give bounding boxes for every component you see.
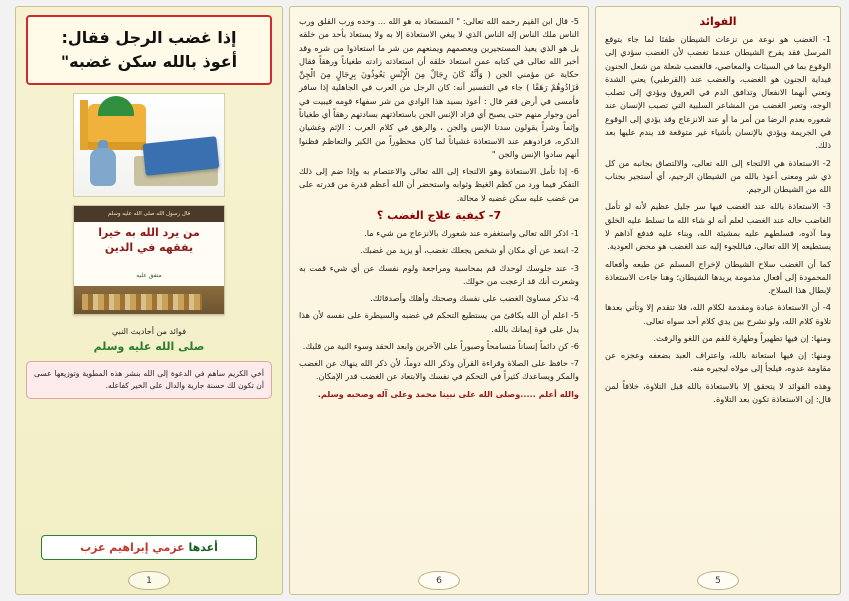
panel-page-1-cover — [15, 6, 283, 595]
cover-caption: فوائد من أحاديث النبي — [112, 327, 187, 336]
fawaid-paragraph-3: 3- الاستعاذة بالله عند الغضب فيها سر جليل عظيم لأنه لو تأمل الغاضب حاله عند الغضب لعلم أنه لو شاء الله ما تسلط عليه الخلق وما آذوه، فسلطهم عليه بمشيئة الله، وبناء عليه فدفع آذاهم لا يستطيعه إلا الله تعالى، فباللجوء إليه عند الغضب هو محض العودية. — [605, 201, 831, 252]
book-cover-subtitle: متفق عليه — [136, 272, 162, 279]
mosque-quran-lamp-photo — [73, 93, 225, 197]
reflection-paragraph: 6- إذا تأمل الاستعاذة وهو الالتجاء إلى الله تعالى والاعتصام به وإذا ضم إلى ذلك التفكر فيما ورد من كظم الغيظ وثوابه واستحضر أن الله أعظم قدرة من قدرته على من غضب عليه سكن غضبه لا محالة. — [299, 166, 579, 203]
treatment-step-4: 4- تذكر مساوئ الغضب على نفسك وصحتك وأهلك وأصدقائك. — [370, 293, 579, 304]
salawat-text: صلى الله عليه وسلم — [93, 340, 205, 353]
treatment-step-2: 2- ابتعد عن أي مكان أو شخص يجعلك تغضب، أو يزيد من غضبك. — [359, 245, 579, 256]
treatment-step-5: 5- اعلم أن الله يكافئ من يستطيع التحكم في غضبه والسيطرة على نفسه لأن هذا يدل على قوة إيمانك بالله. — [299, 310, 579, 334]
treatment-step-7: 7- حافظ على الصلاة وقراءة القرآن وذكر الله دوماً، لأن ذكر الله ينهاك عن الغضب والمكر ويساعدك كثيراً في التحكم في نفسك والابتعاد عن الغضب قدر الإمكان. — [299, 358, 579, 382]
book-cover-image — [73, 205, 225, 315]
cover-title-box — [26, 15, 272, 85]
author-name: عزمي إبراهيم عزب — [80, 541, 185, 554]
cover-title-line-1: إذا غضب الرجل فقال: — [61, 28, 237, 47]
page-number-badge-5: 5 — [697, 571, 739, 590]
fawaid-paragraph-5: 4- أن الاستعاذة عبادة ومقدمة لكلام الله، فلا تتقدم إلا وتأتي بعدها تلاوة كلام الله، ولو نشرح بين يدي كلام أحد سواه تعالى. — [605, 302, 831, 326]
fawaid-title: الفوائد — [699, 15, 737, 28]
page-number-badge-6: 6 — [418, 571, 460, 590]
author-label: أعدها — [188, 541, 218, 554]
author-box — [41, 535, 257, 560]
treatment-section-title: 7- كيفية علاج الغضب ؟ — [376, 208, 502, 222]
distribution-note: أخي الكريم ساهم في الدعوة إلى الله بنشر هذه المطوية وتوزيعها عسى أن تكون لك حسنة جارية والدال على الخير كفاعله. — [26, 361, 272, 399]
book-cover-top-bar: قال رسول الله صلى الله عليه وسلم — [74, 206, 224, 222]
fawaid-paragraph-4: كما أن الغضب سلاح الشيطان لإخراج المسلم عن طبعه وأفعاله المحمودة إلى أفعال مذمومة يريدها الشيطان؛ وهنا جاءت الاستعاذة لإبطال هذا السلاح. — [605, 258, 831, 296]
book-cover-headline: من يرد الله به خيرا يفقهه في الدين — [98, 226, 200, 254]
panel-page-6 — [289, 6, 589, 595]
treatment-step-6: 6- كن دائماً إنساناً متسامحاً وصبوراً على الآخرين وابعد الحقد وسوء النية من قلبك. — [302, 340, 579, 351]
closing-dua: والله أعلم .....وصلى الله على نبينا محمد وعلى آله وصحبه وسلم. — [317, 388, 579, 399]
treatment-step-3: 3- عند جلوسك لوحدك قم بمحاسبة ومراجعة ولوم نفسك عن أي شيء قمت به وشعرت أنك قد ازعجت من حولك. — [299, 262, 579, 286]
lamp-shape-icon — [90, 148, 116, 186]
page-number-badge-1: 1 — [128, 571, 170, 590]
minaret-shape-icon — [80, 100, 88, 150]
bookshelf-shape-icon — [74, 286, 224, 314]
fawaid-paragraph-7: ومنها: إن فيها استعانة بالله، واعتراف العبد بضعفه وعجزه عن مقاومة عدوه، فيلجأ إلى مولاه ليجيره منه. — [605, 350, 831, 374]
treatment-step-1: 1- اذكر الله تعالى واستغفره عند شعورك بالانزعاج من شيء ما. — [364, 227, 579, 238]
cover-title-line-2: أعوذ بالله سكن غضبه" — [60, 52, 238, 71]
fawaid-paragraph-8: وهذه الفوائد لا يتحقق إلا بالاستعاذة بالله قبل التلاوة، خلافاً لمن قال: إن الاستعاذة تكون بعد التلاوة. — [605, 380, 831, 405]
fawaid-paragraph-6: ومنها: إن فيها تطهيراً وطهارة للفم من اللغو والرفث. — [653, 332, 831, 343]
panel-page-5 — [595, 6, 841, 595]
fawaid-paragraph-2: 2- الاستعاذة هي الالتجاء إلى الله تعالى، والالتصاق بجانبه من كل ذي شر ومعنى أعوذ بالله من الشيطان الرجيم، أي أستجير بجناب الله من الشيطان الرجيم. — [605, 157, 831, 195]
quote-ibn-qayyim: 5- قال ابن القيم رحمه الله تعالى: " المستعاذ به هو الله ... وحده ورب القلق ورب الناس ملك الناس إله الناس الذي لا يبغي الاستعاذة إلا به ولا يستعاذ بأحد من خلقه بل هو الذي يعيذ المستجيرين ويعصمهم ويمنعهم من شر ما استعاذوا من شره وقد أخبر الله تعالى في كتابه عمن استعاذ خلقه أن استعاذته زادته طغياناً ورهقاً فقال حكاية عن مؤمني الجن ( وَأَنَّهُ كَانَ رِجَالٌ مِنَ الْإِنْسِ يَعُوذُونَ بِرِجَالٍ مِنَ الْجِنِّ فَزَادُوهُمْ رَهَقًا ) جاء في التفسير أنه: كان الرجل من العرب في الجاهلية إذا سافر فأمسى في أرض قفر قال : أعوذ بسيد هذا الوادي من شر سفهاء قومه فيبيت في أمن وجوار منهم حتى يصبح أي فزاد الإنس الجن باستعاذتهم بسادتهم رهقاً أي طغياناً وإثماً وشراً يقولون سدنا الإنس والجن ، والرهق في كلام العرب : الإثم وغشيان الذكره، فزادوهم عند الاستعاذة غشياناً لما كان محظوراً من الكبر والتعاظم فظنوا أنهم سادوا الإنس والجن " — [299, 16, 579, 159]
fawaid-paragraph-1: 1- الغضب هو نوعة من نزعات الشيطان طفئا لما جاء بتوقع المرسل فقد يفرح الشيطان عندما تغضب لأن الغضب سؤدي إلى الوقوع بما في السيئات والمعاصي، فالغضب شعلة من شعل الجنون فيداية الجنون هو الغضب، والغضب عند (القرطبي) يعني الشدة وتعني أنهما الانفعال وتدافق الدم في العروق ويؤدي إلى تصلب الوجه، وتعبر الغضب من المشاعر السلبية التي تصيب الإنسان عند شعوره بعدم الرضا من أمر ما أو عند الانزعاج وقد يؤدي إلى الوقوع في الجريمة ويؤدي بالإنسان بأشياء غير متوقعة قد يندم عليها بعد ذلك. — [605, 34, 831, 151]
